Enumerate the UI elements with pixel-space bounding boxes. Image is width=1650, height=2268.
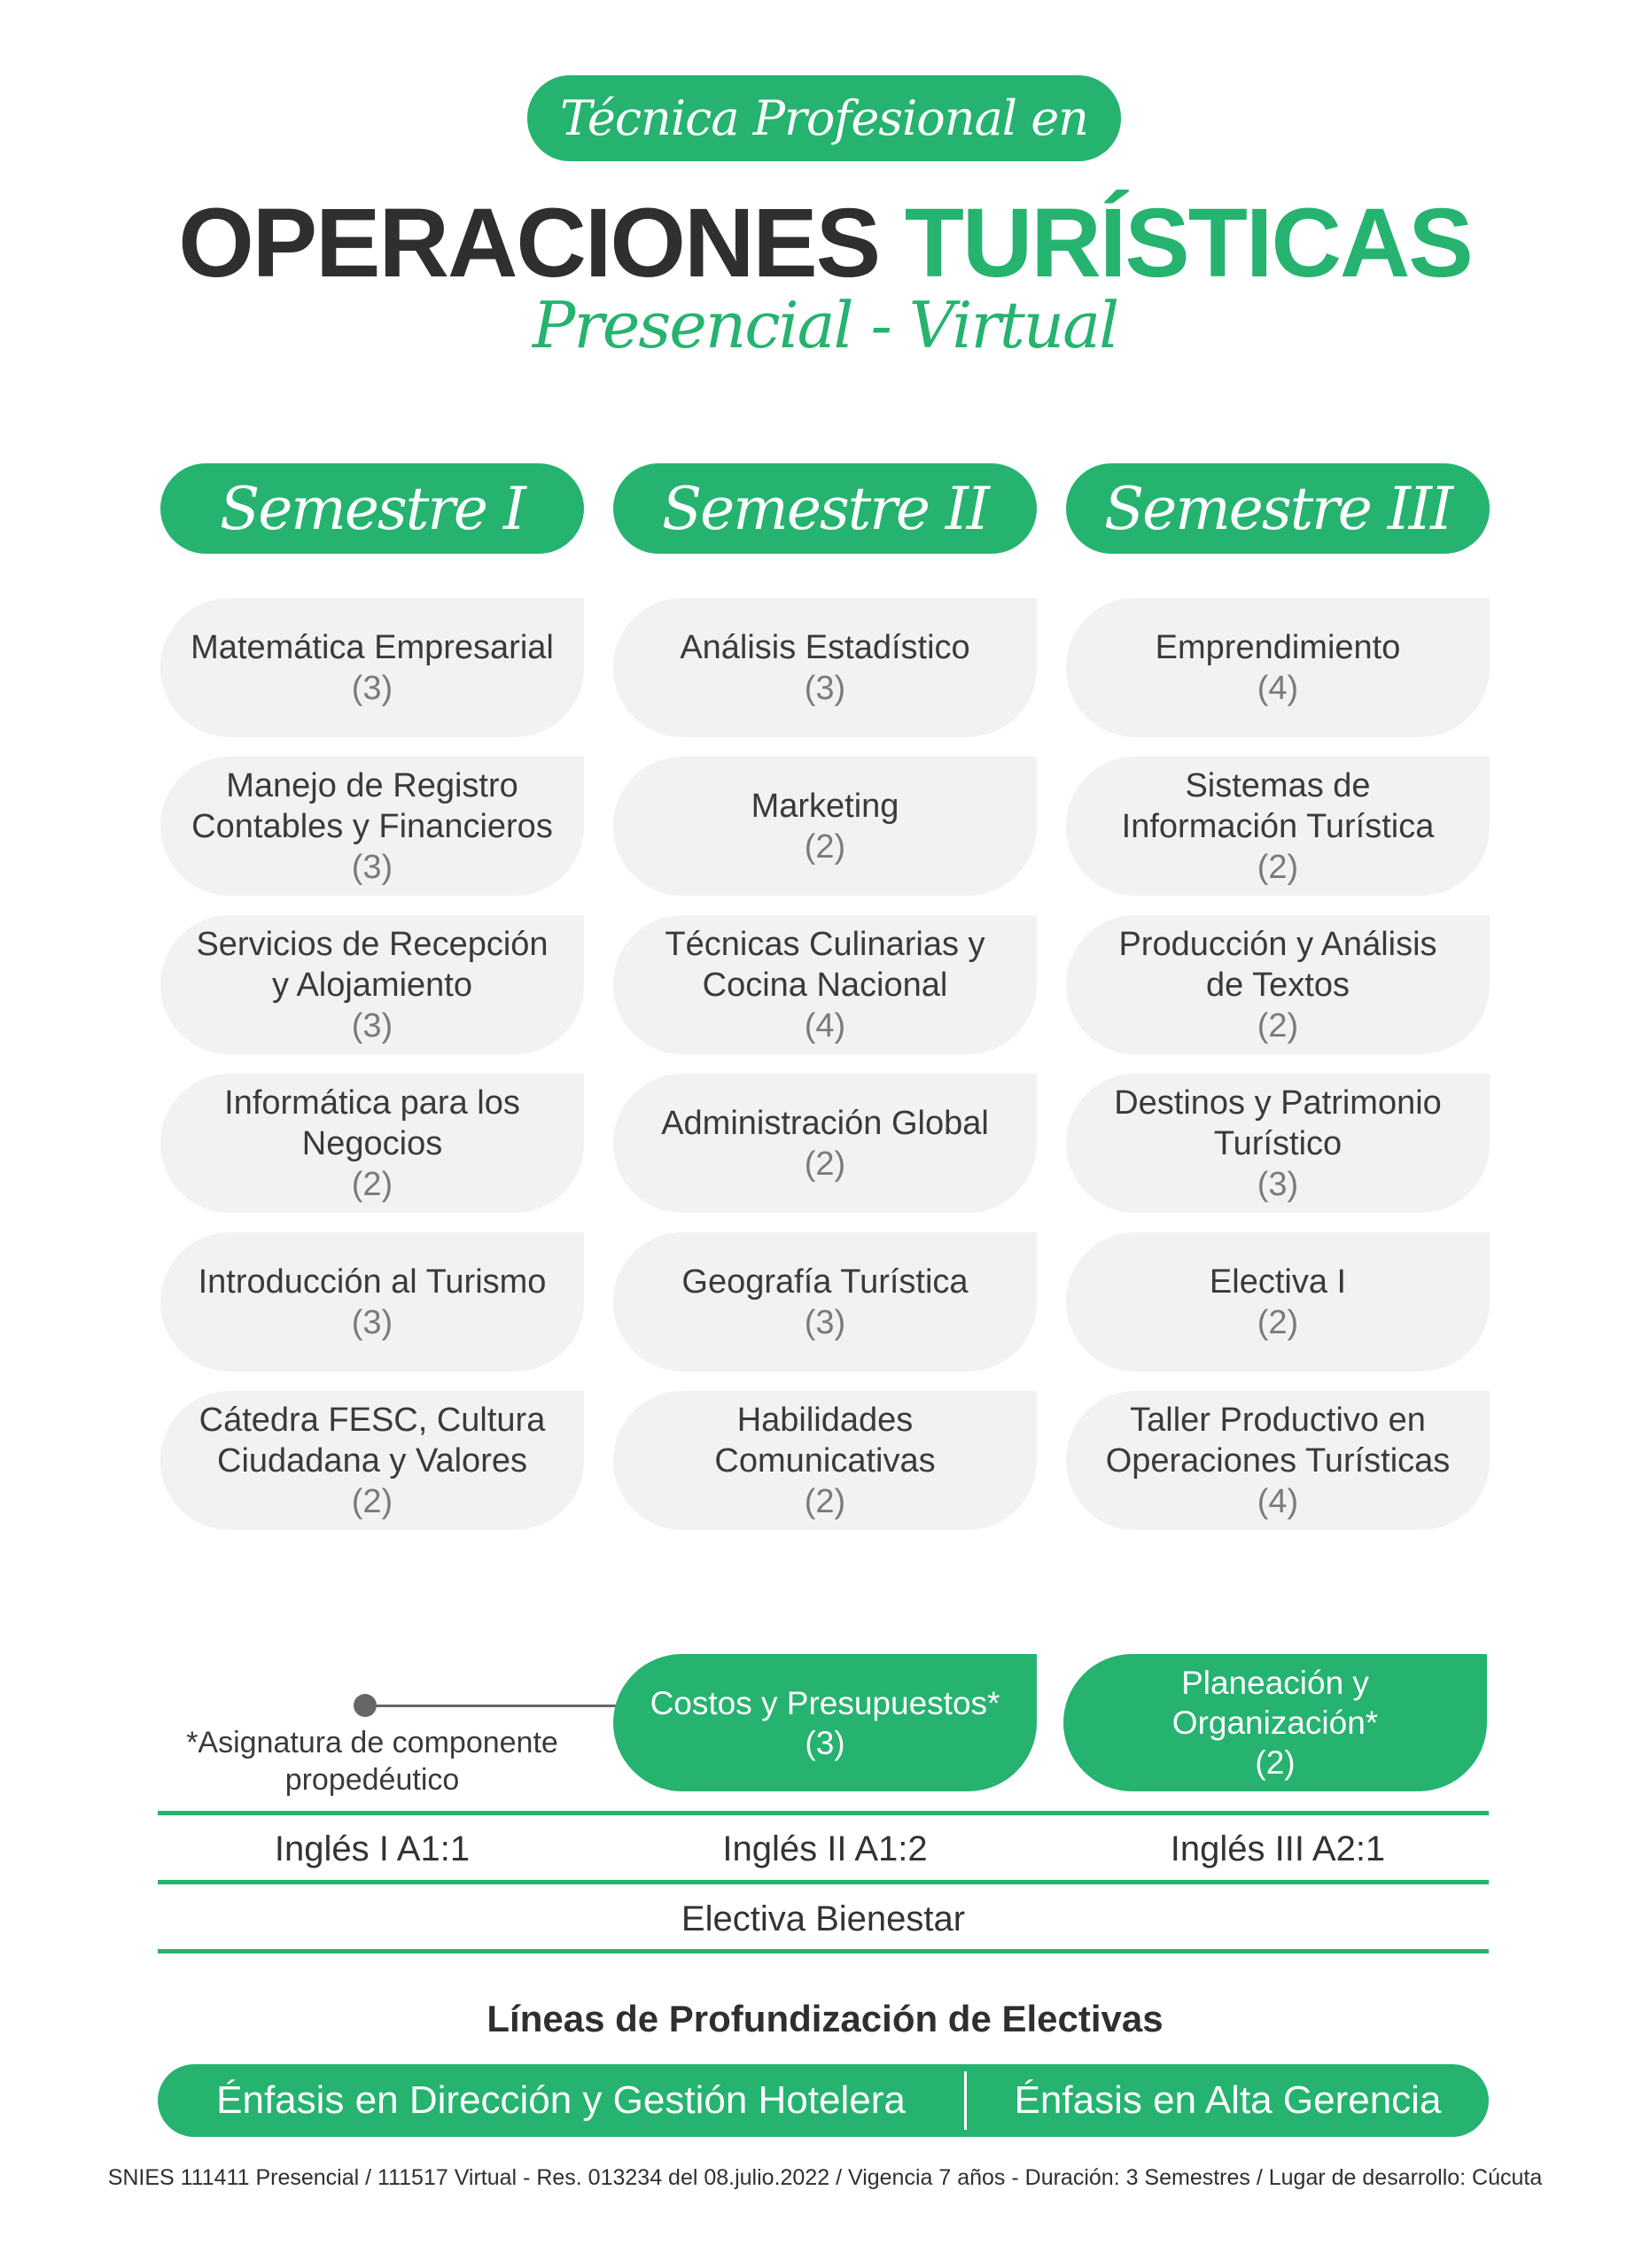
course-credits: (3) [351,848,393,886]
course-name: Sistemas de Información Turística [1121,766,1435,845]
course-card [1066,598,1490,737]
divider-line [158,1880,1489,1884]
semester-3-label: Semestre III [1103,474,1452,543]
course-name: Servicios de Recepción y Alojamiento [196,925,549,1004]
course-card [613,1391,1037,1530]
course-card [613,757,1037,896]
propaedeutic-note: *Asignatura de componente propedéutico [186,1726,558,1797]
emphasis-hotel-management: Énfasis en Dirección y Gestión Hotelera [216,2078,906,2122]
course-name: Administración Global [661,1104,989,1142]
course-credits: (3) [1257,1165,1299,1203]
electives-lines-title: Líneas de Profundización de Electivas [486,1998,1164,2039]
course-credits: (2) [804,1145,846,1183]
footer-accreditation: SNIES 111411 Presencial / 111517 Virtual - Res. 013234 del 08.julio.2022 / Vigencia 7 años - Duración: 3 Semestres / Lugar de desarrollo: Cúcuta [107,2165,1543,2190]
course-card [613,915,1037,1054]
course-credits: (4) [804,1006,846,1045]
course-credits: (4) [1257,669,1299,707]
english-course-3: Inglés III A2:1 [1170,1829,1386,1868]
course-name: Habilidades Comunicativas [714,1401,936,1480]
course-name: Marketing [751,787,899,825]
course-credits: (3) [804,669,846,707]
course-card [1066,1232,1490,1371]
course-credits: (3) [805,1724,845,1761]
course-name: Informática para los Negocios [224,1084,520,1162]
course-credits: (2) [1257,1006,1299,1045]
program-type-label: Técnica Profesional en [560,90,1088,146]
course-name: Destinos y Patrimonio Turístico [1114,1084,1442,1162]
course-name: Introducción al Turismo [198,1262,547,1301]
course-card [1066,1074,1490,1213]
propaedeutic-course-card [1063,1654,1487,1791]
semester-2-courses [613,598,1037,1550]
course-card [613,1232,1037,1371]
course-credits: (2) [1257,1303,1299,1341]
connector-line [372,1705,616,1707]
course-card [160,598,584,737]
divider-line [158,1811,1489,1815]
semester-2-header [613,463,1037,554]
course-name: Emprendimiento [1155,628,1401,666]
course-name: Manejo de Registro Contables y Financieros [191,766,553,845]
title-part-1: OPERACIONES [178,189,880,298]
course-name: Cátedra FESC, Cultura Ciudadana y Valores [198,1401,546,1480]
page-title [0,190,1650,297]
course-card [160,1074,584,1213]
course-card [1066,1391,1490,1530]
course-credits: (2) [804,827,846,866]
course-credits: (3) [351,1006,393,1045]
modality-subtitle: Presencial - Virtual [532,288,1118,362]
course-card [1066,915,1490,1054]
semester-1-header [160,463,584,554]
course-credits: (2) [351,1482,393,1520]
semester-3-header [1066,463,1490,554]
course-credits: (4) [1257,1482,1299,1520]
course-credits: (3) [351,1303,393,1341]
course-card [613,1074,1037,1213]
course-card [160,1232,584,1371]
semester-2-label: Semestre II [661,474,989,543]
course-name: Geografía Turística [681,1262,969,1301]
semester-3-courses [1066,598,1490,1550]
course-name: Costos y Presupuestos* [650,1684,1000,1721]
course-name: Análisis Estadístico [680,628,970,666]
semester-1-courses [160,598,584,1550]
course-card [160,915,584,1054]
emphasis-bar [158,2064,1489,2137]
course-card [160,757,584,896]
emphasis-senior-management: Énfasis en Alta Gerencia [1014,2078,1442,2122]
course-credits: (3) [804,1303,846,1341]
course-credits: (3) [351,669,393,707]
course-credits: (2) [1257,848,1299,886]
course-card [1066,757,1490,896]
english-course-2: Inglés II A1:2 [722,1829,928,1868]
propaedeutic-course-card [613,1654,1037,1791]
course-card [613,598,1037,737]
title-part-2: TURÍSTICAS [904,189,1472,298]
course-card [160,1391,584,1530]
course-name: Electiva I [1209,1262,1347,1301]
course-credits: (2) [351,1165,393,1203]
course-credits: (2) [804,1482,846,1520]
bienestar-elective: Electiva Bienestar [681,1899,966,1938]
program-type-badge [527,75,1121,161]
course-credits: (2) [1255,1744,1296,1781]
english-course-1: Inglés I A1:1 [274,1829,471,1868]
course-name: Taller Productivo en Operaciones Turísticas [1105,1401,1451,1480]
course-name: Producción y Análisis de Textos [1118,925,1437,1004]
semester-1-label: Semestre I [220,474,525,543]
divider-line [158,1949,1489,1953]
course-name: Planeación y Organización* [1171,1665,1379,1741]
course-name: Matemática Empresarial [191,628,554,666]
course-name: Técnicas Culinarias y Cocina Nacional [665,925,985,1004]
